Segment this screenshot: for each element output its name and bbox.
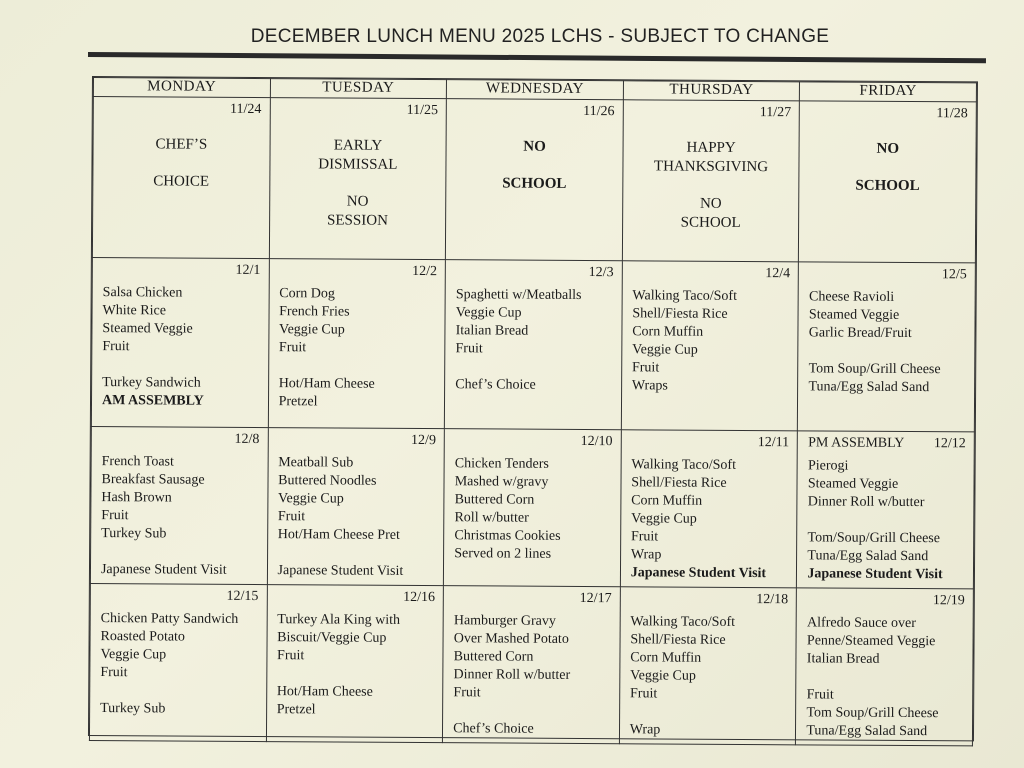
- day-cell: [268, 259, 446, 429]
- week-row-3: [90, 427, 974, 589]
- menu-item: Pretzel: [278, 394, 318, 410]
- menu-item: Buttered Noodles: [278, 473, 377, 489]
- line-spacer: [93, 154, 269, 173]
- menu-item: Over Mashed Potato: [453, 631, 569, 647]
- day-cell: [269, 98, 447, 260]
- day-cell: [796, 588, 974, 746]
- menu-item: Buttered Corn: [453, 649, 534, 665]
- day-cell: [443, 586, 621, 744]
- closure-text: NO: [523, 138, 546, 155]
- menu-item: Italian Bread: [806, 651, 880, 667]
- date-label: 12/18: [756, 592, 789, 608]
- menu-calendar: [88, 76, 978, 741]
- closure-text: THANKSGIVING: [653, 158, 769, 176]
- day-cell: [444, 429, 622, 587]
- day-header-thursday: THURSDAY: [623, 81, 800, 101]
- line-spacer: [808, 511, 966, 530]
- menu-item: Veggie Cup: [631, 511, 697, 527]
- menu-item: Served on 2 lines: [454, 546, 552, 562]
- closure-text: NO: [346, 193, 369, 210]
- day-cell: [91, 258, 269, 428]
- date-label: 11/27: [759, 105, 792, 121]
- line-spacer: [809, 342, 967, 361]
- line-spacer: [270, 174, 446, 193]
- menu-items: [269, 259, 446, 416]
- menu-item: Pretzel: [276, 702, 316, 718]
- menu-item: Fruit: [102, 339, 130, 355]
- menu-item: Fruit: [278, 340, 307, 356]
- date-label: 11/26: [583, 104, 615, 120]
- menu-item: Fruit: [100, 665, 128, 681]
- closure-text: SCHOOL: [680, 214, 741, 231]
- day-cell: [799, 101, 977, 263]
- menu-item: Wrap: [630, 547, 662, 563]
- menu-items: [443, 586, 620, 743]
- menu-item: Christmas Cookies: [454, 528, 561, 544]
- day-cell: [798, 262, 976, 432]
- line-spacer: [101, 543, 259, 562]
- menu-item: Tom/Soup/Grill Cheese: [807, 530, 941, 547]
- date-label: 12/2: [412, 263, 438, 280]
- menu-item: AM ASSEMBLY: [101, 393, 204, 409]
- day-header-monday: MONDAY: [93, 78, 270, 98]
- date-label: 12/4: [765, 266, 791, 282]
- line-spacer: [279, 357, 437, 376]
- menu-item: Fruit: [631, 360, 660, 376]
- menu-item: Fruit: [629, 686, 658, 702]
- menu-item: Chicken Patty Sandwich: [100, 611, 239, 627]
- closure-text: NO: [699, 195, 722, 212]
- menu-item: Hamburger Gravy: [453, 613, 556, 629]
- menu-item: Salsa Chicken: [102, 285, 183, 301]
- closure-text: DISMISSAL: [318, 156, 398, 173]
- menu-item: Buttered Corn: [454, 492, 535, 508]
- menu-item: Tuna/Egg Salad Sand: [806, 723, 928, 740]
- day-cell: [92, 97, 270, 259]
- date-label: 12/16: [403, 589, 436, 606]
- menu-items: [796, 588, 973, 745]
- menu-item: Garlic Bread/Fruit: [808, 325, 912, 342]
- menu-item: Wrap: [629, 722, 661, 738]
- menu-item: Wraps: [631, 378, 668, 394]
- menu-item: Japanese Student Visit: [277, 563, 404, 579]
- day-cell: [446, 99, 624, 261]
- week-row-1: [92, 97, 976, 263]
- menu-item: Chicken Tenders: [454, 456, 549, 472]
- menu-item: Fruit: [277, 509, 306, 525]
- week-row-2: [91, 258, 975, 432]
- closure-text: NO: [876, 140, 900, 157]
- menu-item: Steamed Veggie: [808, 307, 900, 323]
- date-label: 12/17: [579, 590, 612, 607]
- menu-item: Fruit: [453, 685, 481, 701]
- line-spacer: [102, 356, 260, 375]
- date-label: 11/24: [229, 101, 262, 118]
- date-label: 12/5: [941, 267, 967, 283]
- day-cell: [797, 431, 975, 589]
- menu-item: Japanese Student Visit: [630, 565, 767, 582]
- line-spacer: [278, 544, 436, 563]
- day-cell: [620, 430, 798, 588]
- menu-item: Roasted Potato: [100, 629, 186, 645]
- menu-item: Italian Bread: [455, 323, 529, 339]
- day-cell: [89, 583, 267, 741]
- menu-item: Walking Taco/Soft: [631, 457, 737, 473]
- menu-item: Turkey Sub: [100, 701, 166, 717]
- menu-items: [620, 587, 797, 744]
- menu-item: Veggie Cup: [279, 322, 345, 338]
- menu-item: Hot/Ham Cheese: [278, 376, 375, 392]
- menu-item: Fruit: [101, 508, 129, 524]
- menu-items: [621, 430, 798, 587]
- menu-item: Walking Taco/Soft: [630, 614, 736, 630]
- menu-item: White Rice: [102, 303, 166, 319]
- date-label: 12/3: [588, 265, 614, 281]
- day-header-tuesday: TUESDAY: [270, 79, 447, 99]
- date-label: 12/11: [757, 435, 790, 451]
- menu-item: Chef’s Choice: [453, 721, 534, 737]
- date-label: 12/9: [411, 432, 437, 449]
- closure-text: SCHOOL: [855, 177, 920, 195]
- menu-item: Fruit: [806, 687, 834, 703]
- date-label: 12/12: [933, 436, 966, 452]
- menu-item: Veggie Cup: [100, 647, 167, 663]
- day-cell: [90, 427, 268, 585]
- day-header-friday: FRIDAY: [800, 82, 977, 102]
- menu-item: Shell/Fiesta Rice: [630, 632, 726, 648]
- menu-item: Alfredo Sauce over: [807, 615, 916, 632]
- menu-item: Fruit: [630, 529, 659, 545]
- closure-text: SCHOOL: [502, 175, 567, 192]
- menu-item: Tom Soup/Grill Cheese: [808, 361, 941, 378]
- menu-item: Chef’s Choice: [455, 377, 536, 393]
- day-cell: [621, 261, 799, 431]
- menu-items: [797, 431, 974, 588]
- event-label: PM ASSEMBLY: [808, 435, 905, 451]
- menu-item: Mashed w/gravy: [454, 474, 549, 490]
- menu-item: Spaghetti w/Meatballs: [455, 287, 582, 303]
- menu-item: Veggie Cup: [455, 305, 522, 321]
- line-spacer: [807, 668, 965, 687]
- line-spacer: [800, 158, 976, 177]
- menu-item: Tuna/Egg Salad Sand: [808, 379, 930, 396]
- menu-item: Steamed Veggie: [102, 321, 193, 337]
- menu-item: Corn Muffin: [631, 493, 703, 509]
- menu-item: Hot/Ham Cheese: [276, 684, 373, 700]
- date-label: 12/10: [580, 433, 613, 450]
- day-cell: [267, 428, 445, 586]
- menu-item: Walking Taco/Soft: [632, 288, 738, 304]
- menu-item: Meatball Sub: [278, 455, 354, 471]
- line-spacer: [453, 702, 611, 721]
- menu-item: Cheese Ravioli: [808, 289, 895, 305]
- menu-item: Biscuit/Veggie Cup: [277, 630, 387, 646]
- line-spacer: [455, 358, 613, 377]
- date-label: 12/19: [932, 593, 965, 609]
- title-underline: [88, 52, 986, 63]
- closure-text: CHEF’S: [155, 136, 208, 153]
- line-spacer: [623, 176, 799, 195]
- closure-text: CHOICE: [153, 173, 210, 190]
- menu-item: French Toast: [101, 454, 174, 470]
- date-label: 12/8: [234, 431, 260, 448]
- line-spacer: [277, 665, 435, 684]
- menu-table: [89, 77, 977, 746]
- menu-items: [267, 428, 444, 585]
- page-title: DECEMBER LUNCH MENU 2025 LCHS - SUBJECT TO CHANGE: [250, 26, 830, 47]
- menu-item: Turkey Ala King with: [277, 612, 401, 628]
- date-label: 12/1: [235, 262, 261, 279]
- menu-item: Veggie Cup: [632, 342, 698, 358]
- closure-text: EARLY: [333, 137, 383, 154]
- day-cell: [619, 587, 797, 745]
- menu-item: Corn Muffin: [632, 324, 704, 340]
- menu-item: Dinner Roll w/butter: [807, 494, 925, 511]
- menu-item: Penne/Steamed Veggie: [806, 633, 936, 650]
- menu-item: Veggie Cup: [630, 668, 696, 684]
- menu-item: Hash Brown: [101, 490, 172, 506]
- date-label: 11/25: [406, 102, 439, 119]
- date-label: 11/28: [936, 106, 968, 122]
- menu-item: Dinner Roll w/butter: [453, 667, 571, 683]
- menu-items: [91, 427, 268, 584]
- closure-text: SESSION: [327, 212, 388, 229]
- day-cell: [266, 585, 444, 743]
- menu-item: Shell/Fiesta Rice: [631, 475, 727, 491]
- menu-item: Fruit: [277, 648, 305, 664]
- menu-item: Tom Soup/Grill Cheese: [806, 705, 939, 722]
- menu-item: Veggie Cup: [277, 491, 344, 507]
- menu-item: Breakfast Sausage: [101, 472, 205, 488]
- menu-item: Corn Muffin: [630, 650, 702, 666]
- day-cell: [445, 260, 623, 430]
- menu-item: Japanese Student Visit: [807, 566, 943, 583]
- menu-item: Japanese Student Visit: [100, 562, 227, 578]
- week-row-4: [89, 583, 973, 745]
- day-header-wednesday: WEDNESDAY: [447, 80, 624, 100]
- menu-item: Roll w/butter: [454, 510, 529, 526]
- menu-item: Shell/Fiesta Rice: [632, 306, 728, 322]
- menu-item: Turkey Sandwich: [102, 375, 201, 391]
- menu-item: Hot/Ham Cheese Pret: [277, 527, 400, 543]
- closure-text: HAPPY: [686, 139, 736, 156]
- day-cell: [622, 100, 800, 262]
- menu-item: French Fries: [279, 304, 350, 320]
- menu-item: Fruit: [455, 341, 483, 357]
- menu-items: [92, 258, 269, 415]
- menu-item: Pierogi: [807, 458, 849, 474]
- line-spacer: [447, 156, 623, 175]
- menu-item: Corn Dog: [279, 286, 335, 302]
- menu-item: Tuna/Egg Salad Sand: [807, 548, 929, 565]
- line-spacer: [100, 682, 258, 701]
- menu-item: Turkey Sub: [101, 526, 167, 542]
- menu-item: Steamed Veggie: [807, 476, 899, 492]
- line-spacer: [630, 703, 788, 722]
- date-label: 12/15: [226, 588, 259, 605]
